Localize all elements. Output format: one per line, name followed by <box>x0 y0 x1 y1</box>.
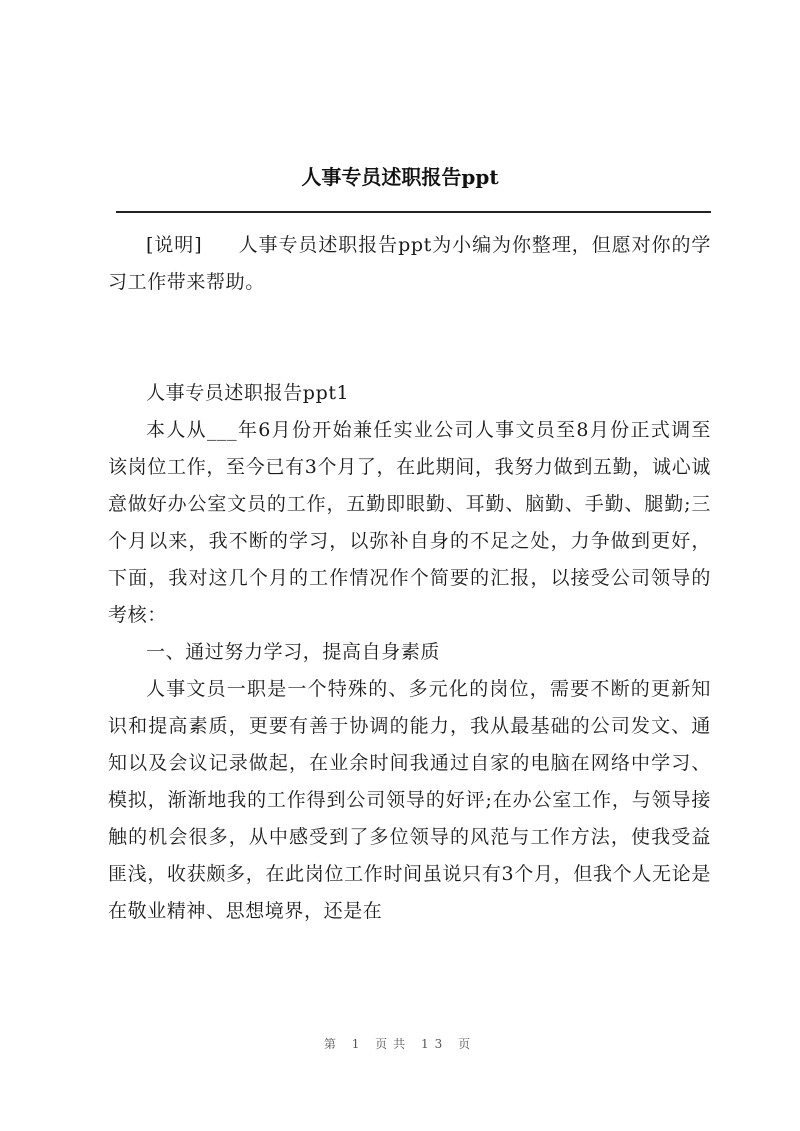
body-paragraph: 本人从___年6月份开始兼任实业公司人事文员至8月份正式调至该岗位工作，至今已有3个月了，在此期间，我努力做到五勤，诚心诚意做好办公室文员的工作，五勤即眼勤、耳勤、脑勤、手勤、腿勤;三个月以来，我不断的学习，以弥补自身的不足之处，力争做到更好，下面，我对这几个月的工作情况作个简要的汇报，以接受公司领导的考核： <box>108 419 711 626</box>
section-heading: 人事专员述职报告ppt1 <box>146 382 350 404</box>
subsection-heading: 一、通过努力学习，提高自身素质 <box>146 641 441 663</box>
body-paragraph: 人事文员一职是一个特殊的、多元化的岗位，需要不断的更新知识和提高素质，更要有善于协调的能力，我从最基础的公司发文、通知以及会议记录做起，在业余时间我通过自家的电脑在网络中学习、模拟，渐渐地我的工作得到公司领导的好评;在办公室工作，与领导接触的机会很多，从中感受到了多位领导的风范与工作方法，使我受益匪浅，收获颇多，在此岗位工作时间虽说只有3个月，但我个人无论是在敬业精神、思想境界，还是在 <box>108 678 711 922</box>
intro-paragraph <box>108 227 711 301</box>
document-title: 人事专员述职报告ppt <box>301 165 499 189</box>
intro-tag: [说明] <box>146 234 203 256</box>
document-body <box>108 227 711 930</box>
page-footer: 第 1 页共 13 页 <box>323 1037 477 1051</box>
intro-text: 人事专员述职报告ppt为小编为你整理，但愿对你的学习工作带来帮助。 <box>108 234 711 293</box>
title-divider <box>116 211 711 213</box>
